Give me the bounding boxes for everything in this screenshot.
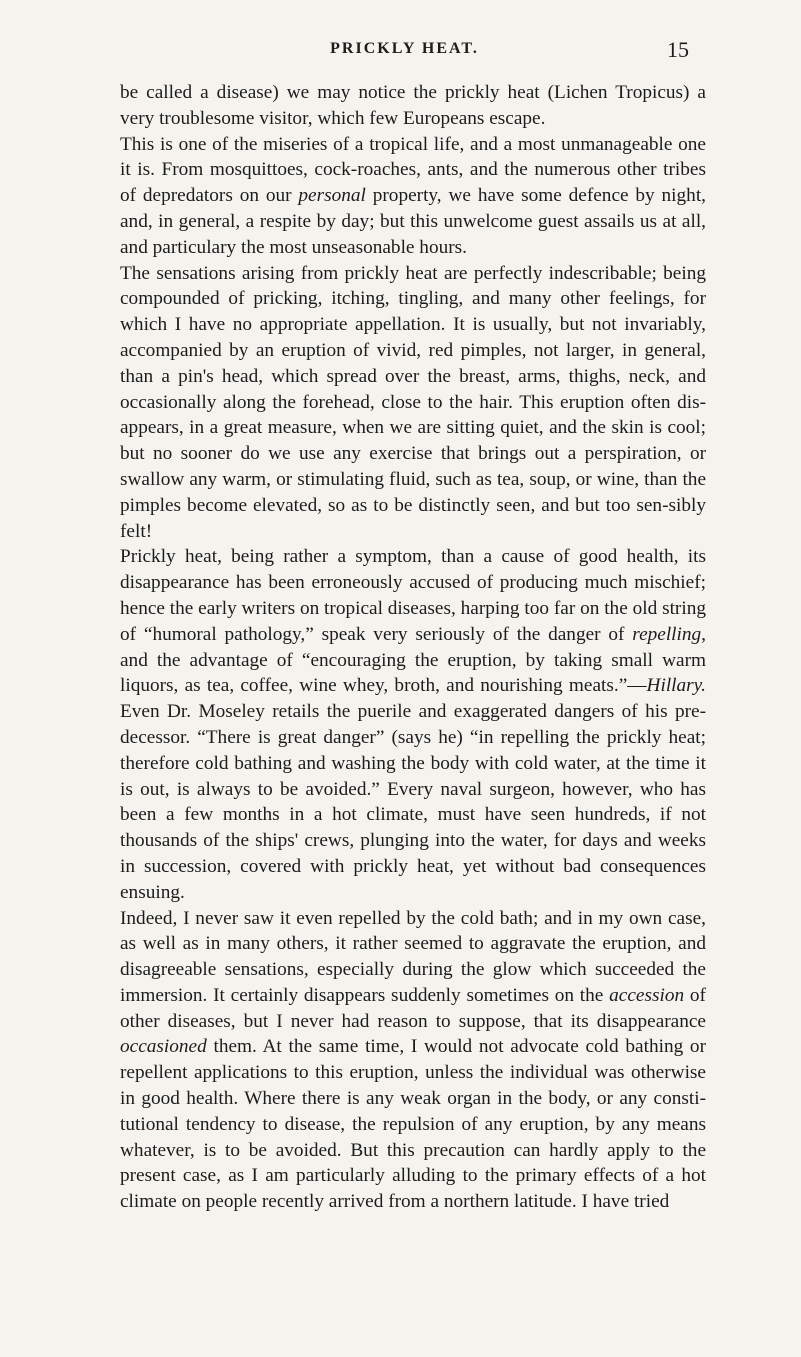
- italic-text: Hillary.: [646, 675, 706, 697]
- paragraph: [120, 261, 706, 545]
- italic-text: occasioned: [120, 1036, 207, 1058]
- page-number: 15: [667, 37, 689, 62]
- text-run: of other diseases, but I never had reason to suppose, that its disappearance: [120, 984, 706, 1032]
- paragraph: [120, 132, 706, 261]
- paragraph: [120, 544, 706, 905]
- text-run: This is one of the miseries of a tropical life, and a most unmanageable one it is. From mosquittoes, cock-roaches, ants, and the numerous other tribes of depredators on our: [120, 133, 706, 207]
- text-run: be called a disease) we may notice the prickly heat (Lichen Tropicus) a very troublesome visitor, which few Europeans escape.: [120, 82, 706, 129]
- body-text: [120, 80, 706, 1215]
- page-header: [120, 37, 689, 70]
- text-run: Even Dr. Moseley retails the puerile and exaggerated dangers of his pre-decessor. “There is great danger” (says he) “in repelling the prickly heat; therefore cold bathing and washing the body with cold water, at the time it is out, is always to be avoided.” Every naval surgeon, however, who has been a few months in a hot climate, must have seen hundreds, if not thousands of the ships' crews, plunging into the water, for days and weeks in succession, covered with prickly heat, yet without bad consequences ensuing.: [120, 701, 706, 903]
- text-run: and the advantage of “encouraging the eruption, by taking small warm liquors, as tea, coffee, wine whey, broth, and nourishing meats.”—: [120, 649, 706, 697]
- italic-text: accession: [609, 984, 685, 1006]
- paragraph: [120, 906, 706, 1216]
- text-run: them. At the same time, I would not advocate cold bathing or repellent applications to this eruption, unless the individual was otherwise in good health. Where there is any weak organ in the body, or any consti-tutional tendency to disease, the repulsion of any eruption, by any means whatever, is to be avoided. But this precaution can hardly apply to the present case, as I am particularly alluding to the primary effects of a hot climate on people recently arrived from a northern latitude. I have tried: [120, 1036, 706, 1213]
- paragraph: [120, 80, 706, 132]
- italic-text: personal: [298, 185, 366, 207]
- italic-text: repelling,: [632, 623, 706, 645]
- text-run: Indeed, I never saw it even repelled by the cold bath; and in my own case, as well as in many others, it rather seemed to aggravate the eruption, and disagreeable sensations, especially during the glow which succeeded the immersion. It certainly disappears suddenly sometimes on the: [120, 907, 706, 1006]
- text-run: The sensations arising from prickly heat are perfectly indescribable; being compounded of pricking, itching, tingling, and many other feelings, for which I have no appropriate appellation. It is usually, but not invariably, accompanied by an eruption of vivid, red pimples, not larger, in general, than a pin's head, which spread over the breast, arms, thighs, neck, and occasionally along the forehead, close to the hair. This eruption often dis-appears, in a great measure, when we are sitting quiet, and the skin is cool; but no sooner do we use any exercise that brings out a perspiration, or swallow any warm, or stimulating fluid, such as tea, soup, or wine, than the pimples become elevated, so as to be distinctly seen, and but too sen-sibly felt!: [120, 262, 706, 542]
- text-run: property, we have some defence by night, and, in general, a respite by day; but this unwelcome guest assails us at all, and particulary the most unseasonable hours.: [120, 185, 706, 258]
- text-run: Prickly heat, being rather a symptom, than a cause of good health, its disappearance has been erroneously accused of producing much mischief; hence the early writers on tropical diseases, harping too far on the old string of “humoral pathology,” speak very seriously of the danger of: [120, 546, 706, 645]
- running-head: PRICKLY HEAT.: [330, 40, 479, 57]
